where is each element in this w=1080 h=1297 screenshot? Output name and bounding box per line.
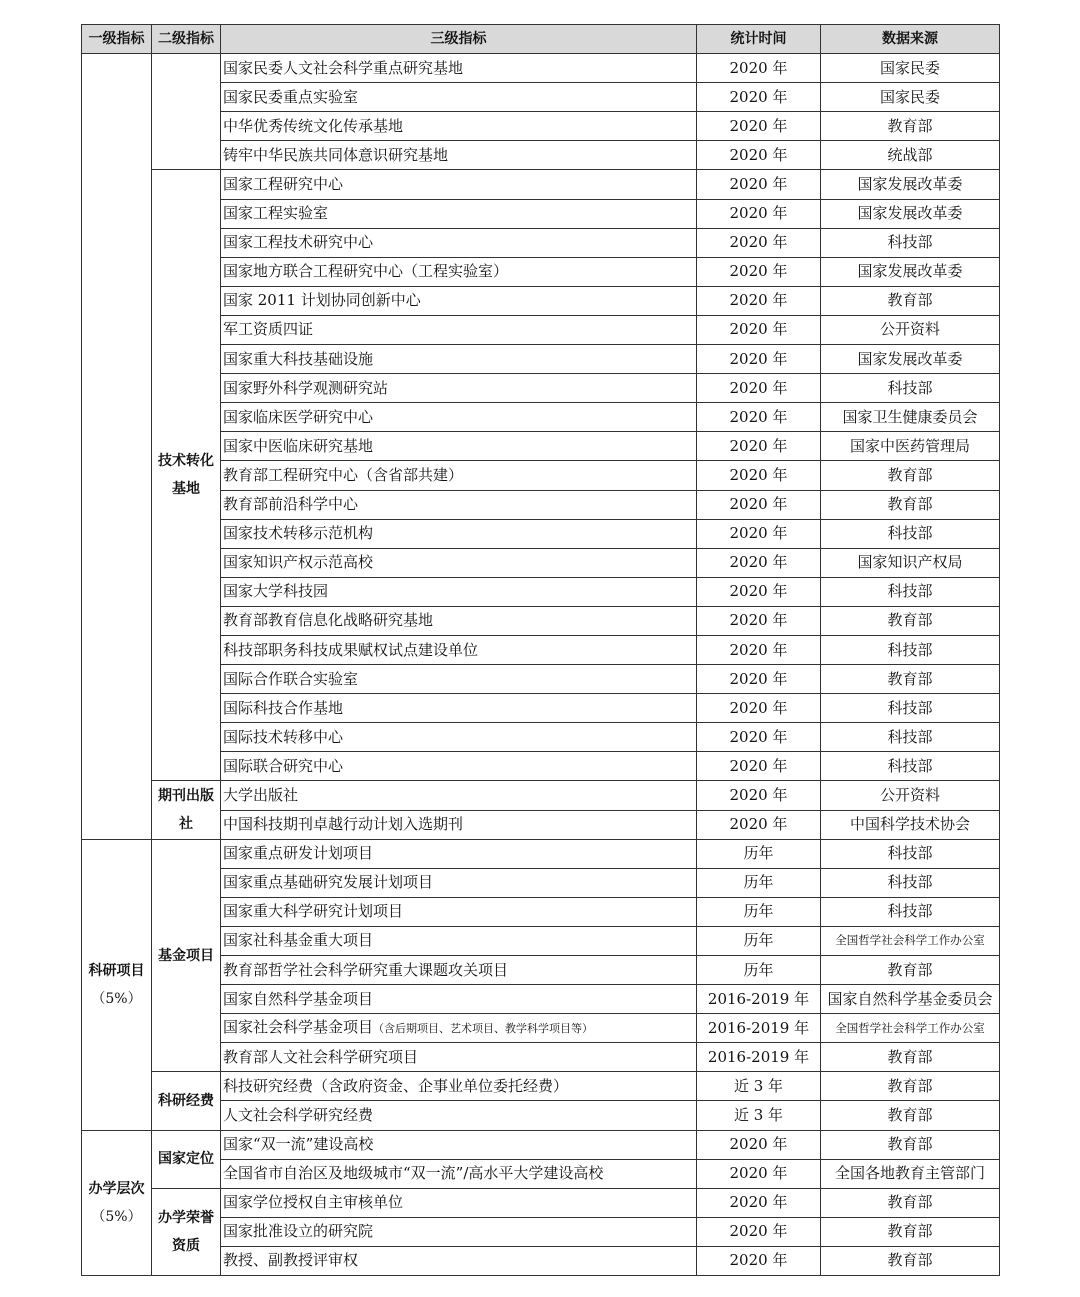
indicator-cell: 教育部前沿科学中心 xyxy=(221,490,697,519)
indicator-cell: 国家自然科学基金项目 xyxy=(221,985,697,1014)
indicator-cell: 科技研究经费（含政府资金、企事业单位委托经费） xyxy=(221,1072,697,1101)
source-cell: 国家发展改革委 xyxy=(821,199,1000,228)
source-cell: 全国哲学社会科学工作办公室 xyxy=(821,1014,1000,1043)
indicator-cell: 国家大学科技园 xyxy=(221,577,697,606)
source-cell: 科技部 xyxy=(821,635,1000,664)
level2-cell: 基金项目 xyxy=(152,839,221,1072)
level2-cell: 期刊出版社 xyxy=(152,781,221,839)
table-row xyxy=(82,170,1000,199)
time-cell: 2020 年 xyxy=(697,606,821,635)
indicator-cell: 教育部教育信息化战略研究基地 xyxy=(221,606,697,635)
time-cell: 2020 年 xyxy=(697,345,821,374)
time-cell: 2020 年 xyxy=(697,286,821,315)
source-cell: 教育部 xyxy=(821,665,1000,694)
indicator-note: （含后期项目、艺术项目、教学科学项目等） xyxy=(373,1022,594,1036)
time-cell: 近 3 年 xyxy=(697,1072,821,1101)
indicator-cell: 国家工程实验室 xyxy=(221,199,697,228)
indicator-cell: 国家重点研发计划项目 xyxy=(221,839,697,868)
time-cell: 2020 年 xyxy=(697,519,821,548)
source-cell: 国家知识产权局 xyxy=(821,548,1000,577)
indicator-cell: 教育部人文社会科学研究项目 xyxy=(221,1043,697,1072)
time-cell: 2020 年 xyxy=(697,781,821,810)
level1-cell: 办学层次 （5%） xyxy=(82,1130,152,1275)
source-cell: 教育部 xyxy=(821,1217,1000,1246)
time-cell: 2020 年 xyxy=(697,1188,821,1217)
indicator-cell: 国家中医临床研究基地 xyxy=(221,432,697,461)
time-cell: 2020 年 xyxy=(697,810,821,839)
source-cell: 国家发展改革委 xyxy=(821,257,1000,286)
time-cell: 2016-2019 年 xyxy=(697,1043,821,1072)
level2-cell: 科研经费 xyxy=(152,1072,221,1130)
time-cell: 历年 xyxy=(697,926,821,955)
indicator-cell: 国际科技合作基地 xyxy=(221,694,697,723)
source-cell: 科技部 xyxy=(821,868,1000,897)
time-cell: 2020 年 xyxy=(697,403,821,432)
source-cell: 全国哲学社会科学工作办公室 xyxy=(821,926,1000,955)
source-cell: 全国各地教育主管部门 xyxy=(821,1159,1000,1188)
source-cell: 国家中医药管理局 xyxy=(821,432,1000,461)
indicator-cell: 国家工程技术研究中心 xyxy=(221,228,697,257)
time-cell: 2020 年 xyxy=(697,54,821,83)
header-level3: 三级指标 xyxy=(221,25,697,54)
indicator-cell: 国家野外科学观测研究站 xyxy=(221,374,697,403)
level2-cell: 技术转化基地 xyxy=(152,170,221,781)
source-cell: 科技部 xyxy=(821,752,1000,781)
time-cell: 历年 xyxy=(697,868,821,897)
indicator-cell: 国家工程研究中心 xyxy=(221,170,697,199)
source-cell: 教育部 xyxy=(821,956,1000,985)
time-cell: 2016-2019 年 xyxy=(697,985,821,1014)
indicator-cell: 大学出版社 xyxy=(221,781,697,810)
indicator-cell: 国家 2011 计划协同创新中心 xyxy=(221,286,697,315)
source-cell: 国家民委 xyxy=(821,54,1000,83)
table-row xyxy=(82,1130,1000,1159)
indicator-cell: 国家重大科学研究计划项目 xyxy=(221,897,697,926)
indicator-cell: 国际合作联合实验室 xyxy=(221,665,697,694)
time-cell: 2020 年 xyxy=(697,199,821,228)
header-time: 统计时间 xyxy=(697,25,821,54)
source-cell: 国家民委 xyxy=(821,83,1000,112)
source-cell: 科技部 xyxy=(821,723,1000,752)
indicator-cell: 国家批准设立的研究院 xyxy=(221,1217,697,1246)
source-cell: 教育部 xyxy=(821,461,1000,490)
header-level1: 一级指标 xyxy=(82,25,152,54)
time-cell: 2020 年 xyxy=(697,315,821,344)
source-cell: 国家自然科学基金委员会 xyxy=(821,985,1000,1014)
indicator-cell: 国家地方联合工程研究中心（工程实验室） xyxy=(221,257,697,286)
indicator-cell: 国家知识产权示范高校 xyxy=(221,548,697,577)
source-cell: 教育部 xyxy=(821,1246,1000,1275)
time-cell: 近 3 年 xyxy=(697,1101,821,1130)
time-cell: 2020 年 xyxy=(697,490,821,519)
source-cell: 中国科学技术协会 xyxy=(821,810,1000,839)
time-cell: 2020 年 xyxy=(697,432,821,461)
indicator-cell: 教育部哲学社会科学研究重大课题攻关项目 xyxy=(221,956,697,985)
indicator-cell: 国家学位授权自主审核单位 xyxy=(221,1188,697,1217)
source-cell: 教育部 xyxy=(821,606,1000,635)
time-cell: 2020 年 xyxy=(697,752,821,781)
source-cell: 科技部 xyxy=(821,839,1000,868)
source-cell: 教育部 xyxy=(821,1072,1000,1101)
source-cell: 教育部 xyxy=(821,112,1000,141)
time-cell: 2020 年 xyxy=(697,635,821,664)
time-cell: 2020 年 xyxy=(697,141,821,170)
source-cell: 教育部 xyxy=(821,1043,1000,1072)
source-cell: 科技部 xyxy=(821,897,1000,926)
time-cell: 2020 年 xyxy=(697,1130,821,1159)
indicator-cell: 国家技术转移示范机构 xyxy=(221,519,697,548)
indicator-cell: 教育部工程研究中心（含省部共建） xyxy=(221,461,697,490)
source-cell: 教育部 xyxy=(821,286,1000,315)
time-cell: 2020 年 xyxy=(697,1217,821,1246)
source-cell: 科技部 xyxy=(821,577,1000,606)
source-cell: 国家卫生健康委员会 xyxy=(821,403,1000,432)
time-cell: 2016-2019 年 xyxy=(697,1014,821,1043)
time-cell: 历年 xyxy=(697,839,821,868)
indicator-cell: 国家“双一流”建设高校 xyxy=(221,1130,697,1159)
header-level2: 二级指标 xyxy=(152,25,221,54)
source-cell: 教育部 xyxy=(821,1101,1000,1130)
source-cell: 教育部 xyxy=(821,1130,1000,1159)
source-cell: 统战部 xyxy=(821,141,1000,170)
source-cell: 公开资料 xyxy=(821,315,1000,344)
time-cell: 2020 年 xyxy=(697,228,821,257)
indicator-cell: 国家民委人文社会科学重点研究基地 xyxy=(221,54,697,83)
level2-cell: 办学荣誉资质 xyxy=(152,1188,221,1275)
level2-cell xyxy=(152,54,221,170)
time-cell: 历年 xyxy=(697,956,821,985)
level2-cell: 国家定位 xyxy=(152,1130,221,1188)
table-row xyxy=(82,781,1000,810)
time-cell: 历年 xyxy=(697,897,821,926)
indicator-cell: 国家民委重点实验室 xyxy=(221,83,697,112)
indicator-cell: 中华优秀传统文化传承基地 xyxy=(221,112,697,141)
source-cell: 教育部 xyxy=(821,490,1000,519)
level1-cell xyxy=(82,54,152,840)
time-cell: 2020 年 xyxy=(697,257,821,286)
indicator-cell: 国家社会科学基金项目（含后期项目、艺术项目、教学科学项目等） xyxy=(221,1014,697,1043)
source-cell: 公开资料 xyxy=(821,781,1000,810)
time-cell: 2020 年 xyxy=(697,170,821,199)
table-row xyxy=(82,54,1000,83)
table-row xyxy=(82,1188,1000,1217)
level1-cell: 科研项目 （5%） xyxy=(82,839,152,1130)
indicator-cell: 国际技术转移中心 xyxy=(221,723,697,752)
time-cell: 2020 年 xyxy=(697,461,821,490)
source-cell: 国家发展改革委 xyxy=(821,170,1000,199)
source-cell: 科技部 xyxy=(821,519,1000,548)
indicator-cell: 国家重大科技基础设施 xyxy=(221,345,697,374)
time-cell: 2020 年 xyxy=(697,112,821,141)
time-cell: 2020 年 xyxy=(697,723,821,752)
indicator-cell: 科技部职务科技成果赋权试点建设单位 xyxy=(221,635,697,664)
source-cell: 科技部 xyxy=(821,694,1000,723)
table-row xyxy=(82,1072,1000,1101)
time-cell: 2020 年 xyxy=(697,1159,821,1188)
time-cell: 2020 年 xyxy=(697,577,821,606)
header-source: 数据来源 xyxy=(821,25,1000,54)
indicator-cell: 铸牢中华民族共同体意识研究基地 xyxy=(221,141,697,170)
time-cell: 2020 年 xyxy=(697,374,821,403)
source-cell: 教育部 xyxy=(821,1188,1000,1217)
time-cell: 2020 年 xyxy=(697,1246,821,1275)
indicator-cell: 军工资质四证 xyxy=(221,315,697,344)
indicator-cell: 国际联合研究中心 xyxy=(221,752,697,781)
indicator-cell: 中国科技期刊卓越行动计划入选期刊 xyxy=(221,810,697,839)
source-cell: 科技部 xyxy=(821,374,1000,403)
source-cell: 国家发展改革委 xyxy=(821,345,1000,374)
indicator-cell: 人文社会科学研究经费 xyxy=(221,1101,697,1130)
table-row xyxy=(82,839,1000,868)
indicator-cell: 国家临床医学研究中心 xyxy=(221,403,697,432)
time-cell: 2020 年 xyxy=(697,548,821,577)
time-cell: 2020 年 xyxy=(697,83,821,112)
indicator-cell: 国家社科基金重大项目 xyxy=(221,926,697,955)
time-cell: 2020 年 xyxy=(697,694,821,723)
indicator-cell: 教授、副教授评审权 xyxy=(221,1246,697,1275)
source-cell: 科技部 xyxy=(821,228,1000,257)
indicator-cell: 全国省市自治区及地级城市“双一流”/高水平大学建设高校 xyxy=(221,1159,697,1188)
indicator-table-wrapper xyxy=(81,24,999,1276)
time-cell: 2020 年 xyxy=(697,665,821,694)
indicator-table xyxy=(81,24,1000,1276)
header-row xyxy=(82,25,1000,54)
indicator-cell: 国家重点基础研究发展计划项目 xyxy=(221,868,697,897)
